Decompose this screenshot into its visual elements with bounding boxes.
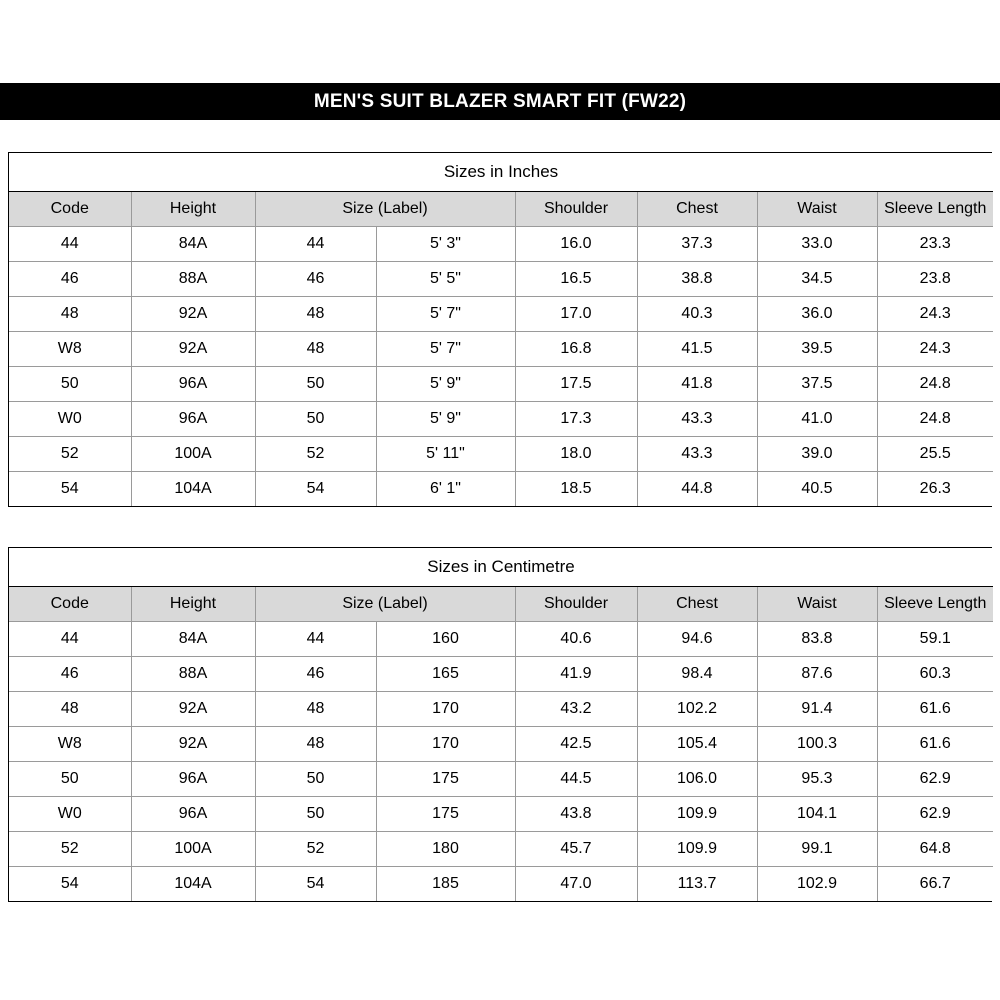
- column-header-chest: Chest: [637, 587, 757, 622]
- table-row: [9, 262, 993, 297]
- column-header-shoulder: Shoulder: [515, 192, 637, 227]
- cell-size-number: 46: [255, 657, 376, 692]
- cell-chest: 41.8: [637, 367, 757, 402]
- cell-sleeve-length: 25.5: [877, 437, 993, 472]
- cell-height: 104A: [131, 867, 255, 902]
- cell-code: 50: [9, 762, 131, 797]
- table-caption-centimetre: Sizes in Centimetre: [9, 548, 993, 587]
- cell-height: 84A: [131, 622, 255, 657]
- cell-sleeve-length: 62.9: [877, 762, 993, 797]
- cell-shoulder: 16.5: [515, 262, 637, 297]
- cell-height: 88A: [131, 262, 255, 297]
- column-header-size-label: Size (Label): [255, 587, 515, 622]
- cell-chest: 94.6: [637, 622, 757, 657]
- cell-size-label: 165: [376, 657, 515, 692]
- cell-waist: 36.0: [757, 297, 877, 332]
- cell-shoulder: 16.0: [515, 227, 637, 262]
- cell-code: 44: [9, 227, 131, 262]
- table-caption-inches: Sizes in Inches: [9, 153, 993, 192]
- size-table-centimetre: [9, 548, 993, 901]
- cell-sleeve-length: 61.6: [877, 727, 993, 762]
- cell-code: W8: [9, 727, 131, 762]
- cell-chest: 98.4: [637, 657, 757, 692]
- cell-size-label: 170: [376, 727, 515, 762]
- cell-sleeve-length: 26.3: [877, 472, 993, 507]
- size-table-centimetre-container: [8, 547, 992, 902]
- cell-shoulder: 47.0: [515, 867, 637, 902]
- cell-chest: 102.2: [637, 692, 757, 727]
- cell-shoulder: 18.5: [515, 472, 637, 507]
- cell-shoulder: 42.5: [515, 727, 637, 762]
- column-header-height: Height: [131, 587, 255, 622]
- cell-shoulder: 44.5: [515, 762, 637, 797]
- column-header-code: Code: [9, 192, 131, 227]
- cell-height: 84A: [131, 227, 255, 262]
- cell-code: 44: [9, 622, 131, 657]
- cell-waist: 87.6: [757, 657, 877, 692]
- cell-size-number: 50: [255, 797, 376, 832]
- table-row: [9, 332, 993, 367]
- cell-waist: 91.4: [757, 692, 877, 727]
- cell-code: 52: [9, 832, 131, 867]
- cell-sleeve-length: 23.8: [877, 262, 993, 297]
- document-title-banner: [0, 83, 1000, 120]
- cell-size-number: 44: [255, 622, 376, 657]
- cell-size-number: 48: [255, 332, 376, 367]
- table-row: [9, 727, 993, 762]
- cell-chest: 105.4: [637, 727, 757, 762]
- cell-code: 52: [9, 437, 131, 472]
- cell-shoulder: 16.8: [515, 332, 637, 367]
- cell-chest: 113.7: [637, 867, 757, 902]
- cell-shoulder: 43.8: [515, 797, 637, 832]
- cell-height: 92A: [131, 692, 255, 727]
- cell-chest: 43.3: [637, 402, 757, 437]
- cell-code: 54: [9, 867, 131, 902]
- cell-shoulder: 17.5: [515, 367, 637, 402]
- cell-chest: 38.8: [637, 262, 757, 297]
- column-header-sleeve-length: Sleeve Length: [877, 587, 993, 622]
- cell-waist: 102.9: [757, 867, 877, 902]
- cell-size-label: 175: [376, 797, 515, 832]
- column-header-sleeve-length: Sleeve Length: [877, 192, 993, 227]
- cell-size-number: 52: [255, 437, 376, 472]
- cell-size-label: 6' 1": [376, 472, 515, 507]
- cell-sleeve-length: 64.8: [877, 832, 993, 867]
- cell-size-number: 52: [255, 832, 376, 867]
- cell-size-number: 50: [255, 367, 376, 402]
- cell-size-label: 185: [376, 867, 515, 902]
- cell-height: 92A: [131, 297, 255, 332]
- cell-waist: 34.5: [757, 262, 877, 297]
- cell-shoulder: 40.6: [515, 622, 637, 657]
- table-row: [9, 692, 993, 727]
- cell-chest: 40.3: [637, 297, 757, 332]
- table-row: [9, 437, 993, 472]
- table-row: [9, 402, 993, 437]
- cell-size-number: 50: [255, 762, 376, 797]
- cell-size-label: 5' 9": [376, 402, 515, 437]
- cell-height: 92A: [131, 727, 255, 762]
- cell-sleeve-length: 24.3: [877, 332, 993, 367]
- cell-sleeve-length: 24.8: [877, 402, 993, 437]
- table-row: [9, 762, 993, 797]
- table-body-inches: [9, 227, 993, 507]
- cell-chest: 44.8: [637, 472, 757, 507]
- cell-waist: 39.0: [757, 437, 877, 472]
- cell-shoulder: 45.7: [515, 832, 637, 867]
- cell-code: W0: [9, 402, 131, 437]
- cell-size-label: 180: [376, 832, 515, 867]
- table-row: [9, 227, 993, 262]
- cell-code: 46: [9, 657, 131, 692]
- cell-size-number: 46: [255, 262, 376, 297]
- cell-chest: 106.0: [637, 762, 757, 797]
- cell-size-number: 50: [255, 402, 376, 437]
- cell-size-number: 48: [255, 297, 376, 332]
- cell-code: W0: [9, 797, 131, 832]
- cell-sleeve-length: 59.1: [877, 622, 993, 657]
- table-row: [9, 832, 993, 867]
- cell-sleeve-length: 61.6: [877, 692, 993, 727]
- cell-chest: 43.3: [637, 437, 757, 472]
- cell-waist: 37.5: [757, 367, 877, 402]
- column-header-size-label: Size (Label): [255, 192, 515, 227]
- cell-sleeve-length: 62.9: [877, 797, 993, 832]
- cell-size-label: 5' 7": [376, 332, 515, 367]
- cell-shoulder: 18.0: [515, 437, 637, 472]
- cell-code: 50: [9, 367, 131, 402]
- cell-size-number: 54: [255, 472, 376, 507]
- cell-size-label: 5' 9": [376, 367, 515, 402]
- cell-chest: 37.3: [637, 227, 757, 262]
- cell-waist: 40.5: [757, 472, 877, 507]
- table-row: [9, 622, 993, 657]
- table-header-row: [9, 192, 993, 227]
- table-body-centimetre: [9, 622, 993, 902]
- table-header-centimetre: [9, 587, 993, 622]
- cell-code: 48: [9, 692, 131, 727]
- cell-shoulder: 17.3: [515, 402, 637, 437]
- cell-chest: 109.9: [637, 797, 757, 832]
- cell-height: 100A: [131, 832, 255, 867]
- cell-waist: 41.0: [757, 402, 877, 437]
- cell-waist: 100.3: [757, 727, 877, 762]
- cell-chest: 109.9: [637, 832, 757, 867]
- cell-waist: 99.1: [757, 832, 877, 867]
- cell-size-number: 54: [255, 867, 376, 902]
- cell-code: 48: [9, 297, 131, 332]
- column-header-height: Height: [131, 192, 255, 227]
- cell-code: 54: [9, 472, 131, 507]
- size-table-inches-container: [8, 152, 992, 507]
- cell-shoulder: 43.2: [515, 692, 637, 727]
- cell-waist: 104.1: [757, 797, 877, 832]
- cell-sleeve-length: 66.7: [877, 867, 993, 902]
- cell-sleeve-length: 23.3: [877, 227, 993, 262]
- table-row: [9, 297, 993, 332]
- cell-waist: 33.0: [757, 227, 877, 262]
- cell-size-label: 5' 3": [376, 227, 515, 262]
- cell-height: 88A: [131, 657, 255, 692]
- table-row: [9, 367, 993, 402]
- cell-size-label: 160: [376, 622, 515, 657]
- cell-size-number: 44: [255, 227, 376, 262]
- column-header-shoulder: Shoulder: [515, 587, 637, 622]
- cell-size-number: 48: [255, 692, 376, 727]
- cell-sleeve-length: 24.3: [877, 297, 993, 332]
- cell-height: 96A: [131, 402, 255, 437]
- cell-height: 96A: [131, 762, 255, 797]
- cell-waist: 39.5: [757, 332, 877, 367]
- cell-sleeve-length: 24.8: [877, 367, 993, 402]
- cell-size-label: 5' 11": [376, 437, 515, 472]
- column-header-code: Code: [9, 587, 131, 622]
- cell-height: 92A: [131, 332, 255, 367]
- cell-size-label: 170: [376, 692, 515, 727]
- cell-height: 100A: [131, 437, 255, 472]
- cell-shoulder: 41.9: [515, 657, 637, 692]
- cell-height: 96A: [131, 367, 255, 402]
- cell-height: 104A: [131, 472, 255, 507]
- cell-size-label: 175: [376, 762, 515, 797]
- column-header-waist: Waist: [757, 587, 877, 622]
- table-row: [9, 797, 993, 832]
- column-header-waist: Waist: [757, 192, 877, 227]
- table-row: [9, 472, 993, 507]
- table-header-row: [9, 587, 993, 622]
- table-row: [9, 867, 993, 902]
- cell-code: W8: [9, 332, 131, 367]
- table-header-inches: [9, 192, 993, 227]
- cell-waist: 83.8: [757, 622, 877, 657]
- cell-waist: 95.3: [757, 762, 877, 797]
- column-header-chest: Chest: [637, 192, 757, 227]
- table-row: [9, 657, 993, 692]
- cell-size-label: 5' 7": [376, 297, 515, 332]
- cell-height: 96A: [131, 797, 255, 832]
- cell-shoulder: 17.0: [515, 297, 637, 332]
- cell-chest: 41.5: [637, 332, 757, 367]
- cell-sleeve-length: 60.3: [877, 657, 993, 692]
- page-title: MEN'S SUIT BLAZER SMART FIT (FW22): [313, 91, 687, 112]
- cell-size-label: 5' 5": [376, 262, 515, 297]
- cell-size-number: 48: [255, 727, 376, 762]
- size-table-inches: [9, 153, 993, 506]
- cell-code: 46: [9, 262, 131, 297]
